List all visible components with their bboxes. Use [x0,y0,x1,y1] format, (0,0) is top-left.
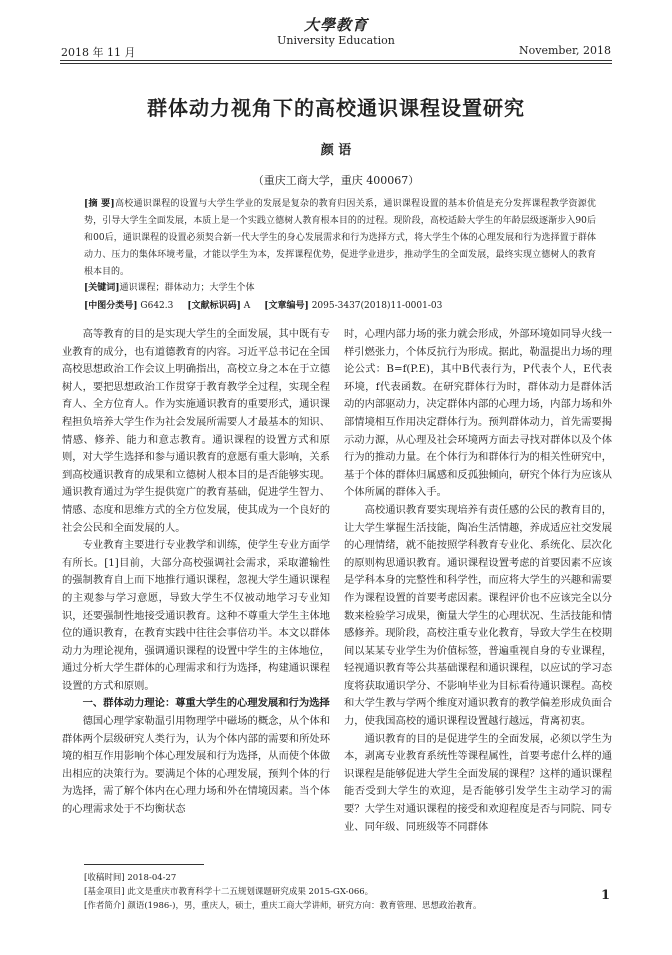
footnote-received: [收稿时间] 2018-04-27 [84,873,177,883]
body-paragraph: 高校通识教育要实现培养有责任感的公民的教育目的，让大学生掌握生活技能，陶冶生活情趣，养成适应社交发展的心理情绪，就不能按照学科教育专业化、系统化、层次化的原则构思通识教育。通识课程设置考虑的首要因素不应该是学科本身的完整性和科学性，而应将大学生的兴趣和需要作为课程设置的首要考虑因素。课程评价也不应该完全以分数来检验学习成果，衡量大学生的心理状况、生活技能和情感修养。现阶段，高校注重专业化教育，导致大学生在校期间以某某专业学生为价值标签，普遍重视自身的专业课程，轻视通识教育等公共基础课程和通识课程，以应试的学习态度将获取通识学分、不影响毕业为目标看待通识课程。高校和大学生教与学两个维度对通识教育的教学偏差形成负面合力，使我国高校的通识课程设置越行越远，背离初衷。 [344,503,612,728]
header-rule-secondary [60,63,612,64]
body-paragraph: 德国心理学家勒温引用物理学中磁场的概念，从个体和群体两个层级研究人类行为，认为个体内部的需要和所处环境的相互作用影响个体心理发展和行为选择，从而使个体做出相应的决策行为。要满足个体的心理发展，预判个体的行为选择，需了解个体内在心理力场和外在情境因素。当个体的心理需求处于不均衡状态 [62,715,330,816]
keywords [84,280,255,293]
doc-code-label: [文献标识码] [187,301,241,311]
classification-line [84,298,596,311]
body-column-right [344,326,612,836]
body-paragraph: 通识教育的目的是促进学生的全面发展，必须以学生为本，剥离专业教育系统性等课程属性，首要考虑什么样的通识课程是能够促进大学生全面发展的课程？这样的通识课程能否受到大学生的欢迎，是否能够引发学生主动学习的需要？大学生对通识课程的接受和欢迎程度是否与同院、同专业、同年级、同班级等不同群体 [344,732,612,833]
keywords-text: 通识课程；群体动力；大学生个体 [119,283,255,293]
abstract-text: 高校通识课程的设置与大学生学业的发展是复杂的教育归因关系，通识课程设置的基本价值是充分发挥课程教学资源优势，引导大学生全面发展，本质上是一个实践立德树人教育根本目的的过程。现阶段，高校适龄大学生的年龄层级逐渐步入90后和00后，通识课程的设置必须契合新一代大学生的身心发展需求和行为选择方式，将大学生个体的心理发展和行为选择置于群体动力、压力的集体环境考量，才能以学生为本，发挥课程优势，促进学业进步，推动学生的全面发展，最终实现立德树人的教育根本目的。 [84,199,596,277]
body-paragraph: 时，心理内部力场的张力就会形成，外部环境如同导火线一样引燃张力，个体反抗行为形成。据此，勒温提出力场的理论公式：B=f(P.E)，其中B代表行为，P代表个人，E代表环境，f代表函数。在研究群体行为时，群体动力是群体活动的内部驱动力，决定群体内部的心理力场，内部力场和外部情境相互作用决定群体行为。预判群体动力，首先需要揭示动力源，从心理及社会环境两方面去寻找对群体以及个体行为的推动力量。在个体行为和群体行为的相关性研究中，基于个体的群体归属感和反孤独倾向，研究个体行为应该从个体所属的群体入手。 [344,328,612,499]
article-id-value: 2095-3437(2018)11-0001-03 [311,301,443,311]
journal-logo: 大學教育 [303,16,368,34]
section-heading: 一、群体动力理论：尊重大学生的心理发展和行为选择 [82,697,330,710]
clc-value: G642.3 [140,301,174,311]
abstract [84,196,596,281]
author-affiliation: （重庆工商大学，重庆 400067） [252,174,420,187]
header-rule [60,60,612,61]
issue-date-chinese: 2018 年 11 月 [61,46,136,59]
footnotes [84,871,596,913]
issue-date-english: November, 2018 [519,44,611,57]
article-title: 群体动力视角下的高校通识课程设置研究 [147,96,525,120]
article-id-label: [文章编号] [264,301,309,311]
doc-code-value: A [243,301,251,311]
body-column-left [62,326,330,819]
footnote-author-bio: [作者简介] 颜语(1986-)，男，重庆人，硕士，重庆工商大学讲师，研究方向：教育管理、思想政治教育。 [84,901,482,911]
footnote-fund: [基金项目] 此文是重庆市教育科学十二五规划课题研究成果 2015-GX-066。 [84,887,374,897]
journal-english-name: University Education [277,34,395,47]
keywords-label: [关键词] [84,283,120,293]
body-paragraph: 高等教育的目的是实现大学生的全面发展，其中既有专业教育的成分，也有道德教育的内容。习近平总书记在全国高校思想政治工作会议上明确指出，高校立身之本在于立德树人，要把思想政治工作贯穿于教育教学全过程，实现全程育人、全方位育人。作为实施通识教育的重要形式，通识课程担负培养大学生作为社会发展所需要人才最基本的知识、情感、修养、能力和意志教育。通识课程的设置方式和原则，对大学生选择和参与通识教育的意愿有重大影响，关系到高校通识教育的成果和立德树人根本目的是否能够实现。通识教育通过为学生提供宽广的教育基础，促进学生智力、情感、态度和思维方式的全方位发展，使其成为一个良好的社会公民和全面发展的人。 [62,328,330,534]
body-paragraph: 专业教育主要进行专业教学和训练，使学生专业方面学有所长。[1]目前，大部分高校强调社会需求，采取灌输性的强制教育自上而下地推行通识课程，忽视大学生通识课程的主观参与学习意愿，导致大学生不仅被动地学习专业知识，还要强制性地接受通识教育。这种不尊重大学生主体地位的通识教育，在教育实践中往往会事倍功半。本文以群体动力为理论视角，强调通识课程的设置中学生的主体地位，通过分析大学生群体的心理需求和行为选择，构建通识课程设置的方式和原则。 [62,539,330,692]
article-author: 颜 语 [320,143,352,158]
footnote-rule [84,864,204,865]
abstract-label: [摘 要] [84,199,115,209]
page-number: 1 [600,888,610,903]
clc-label: [中图分类号] [84,301,138,311]
